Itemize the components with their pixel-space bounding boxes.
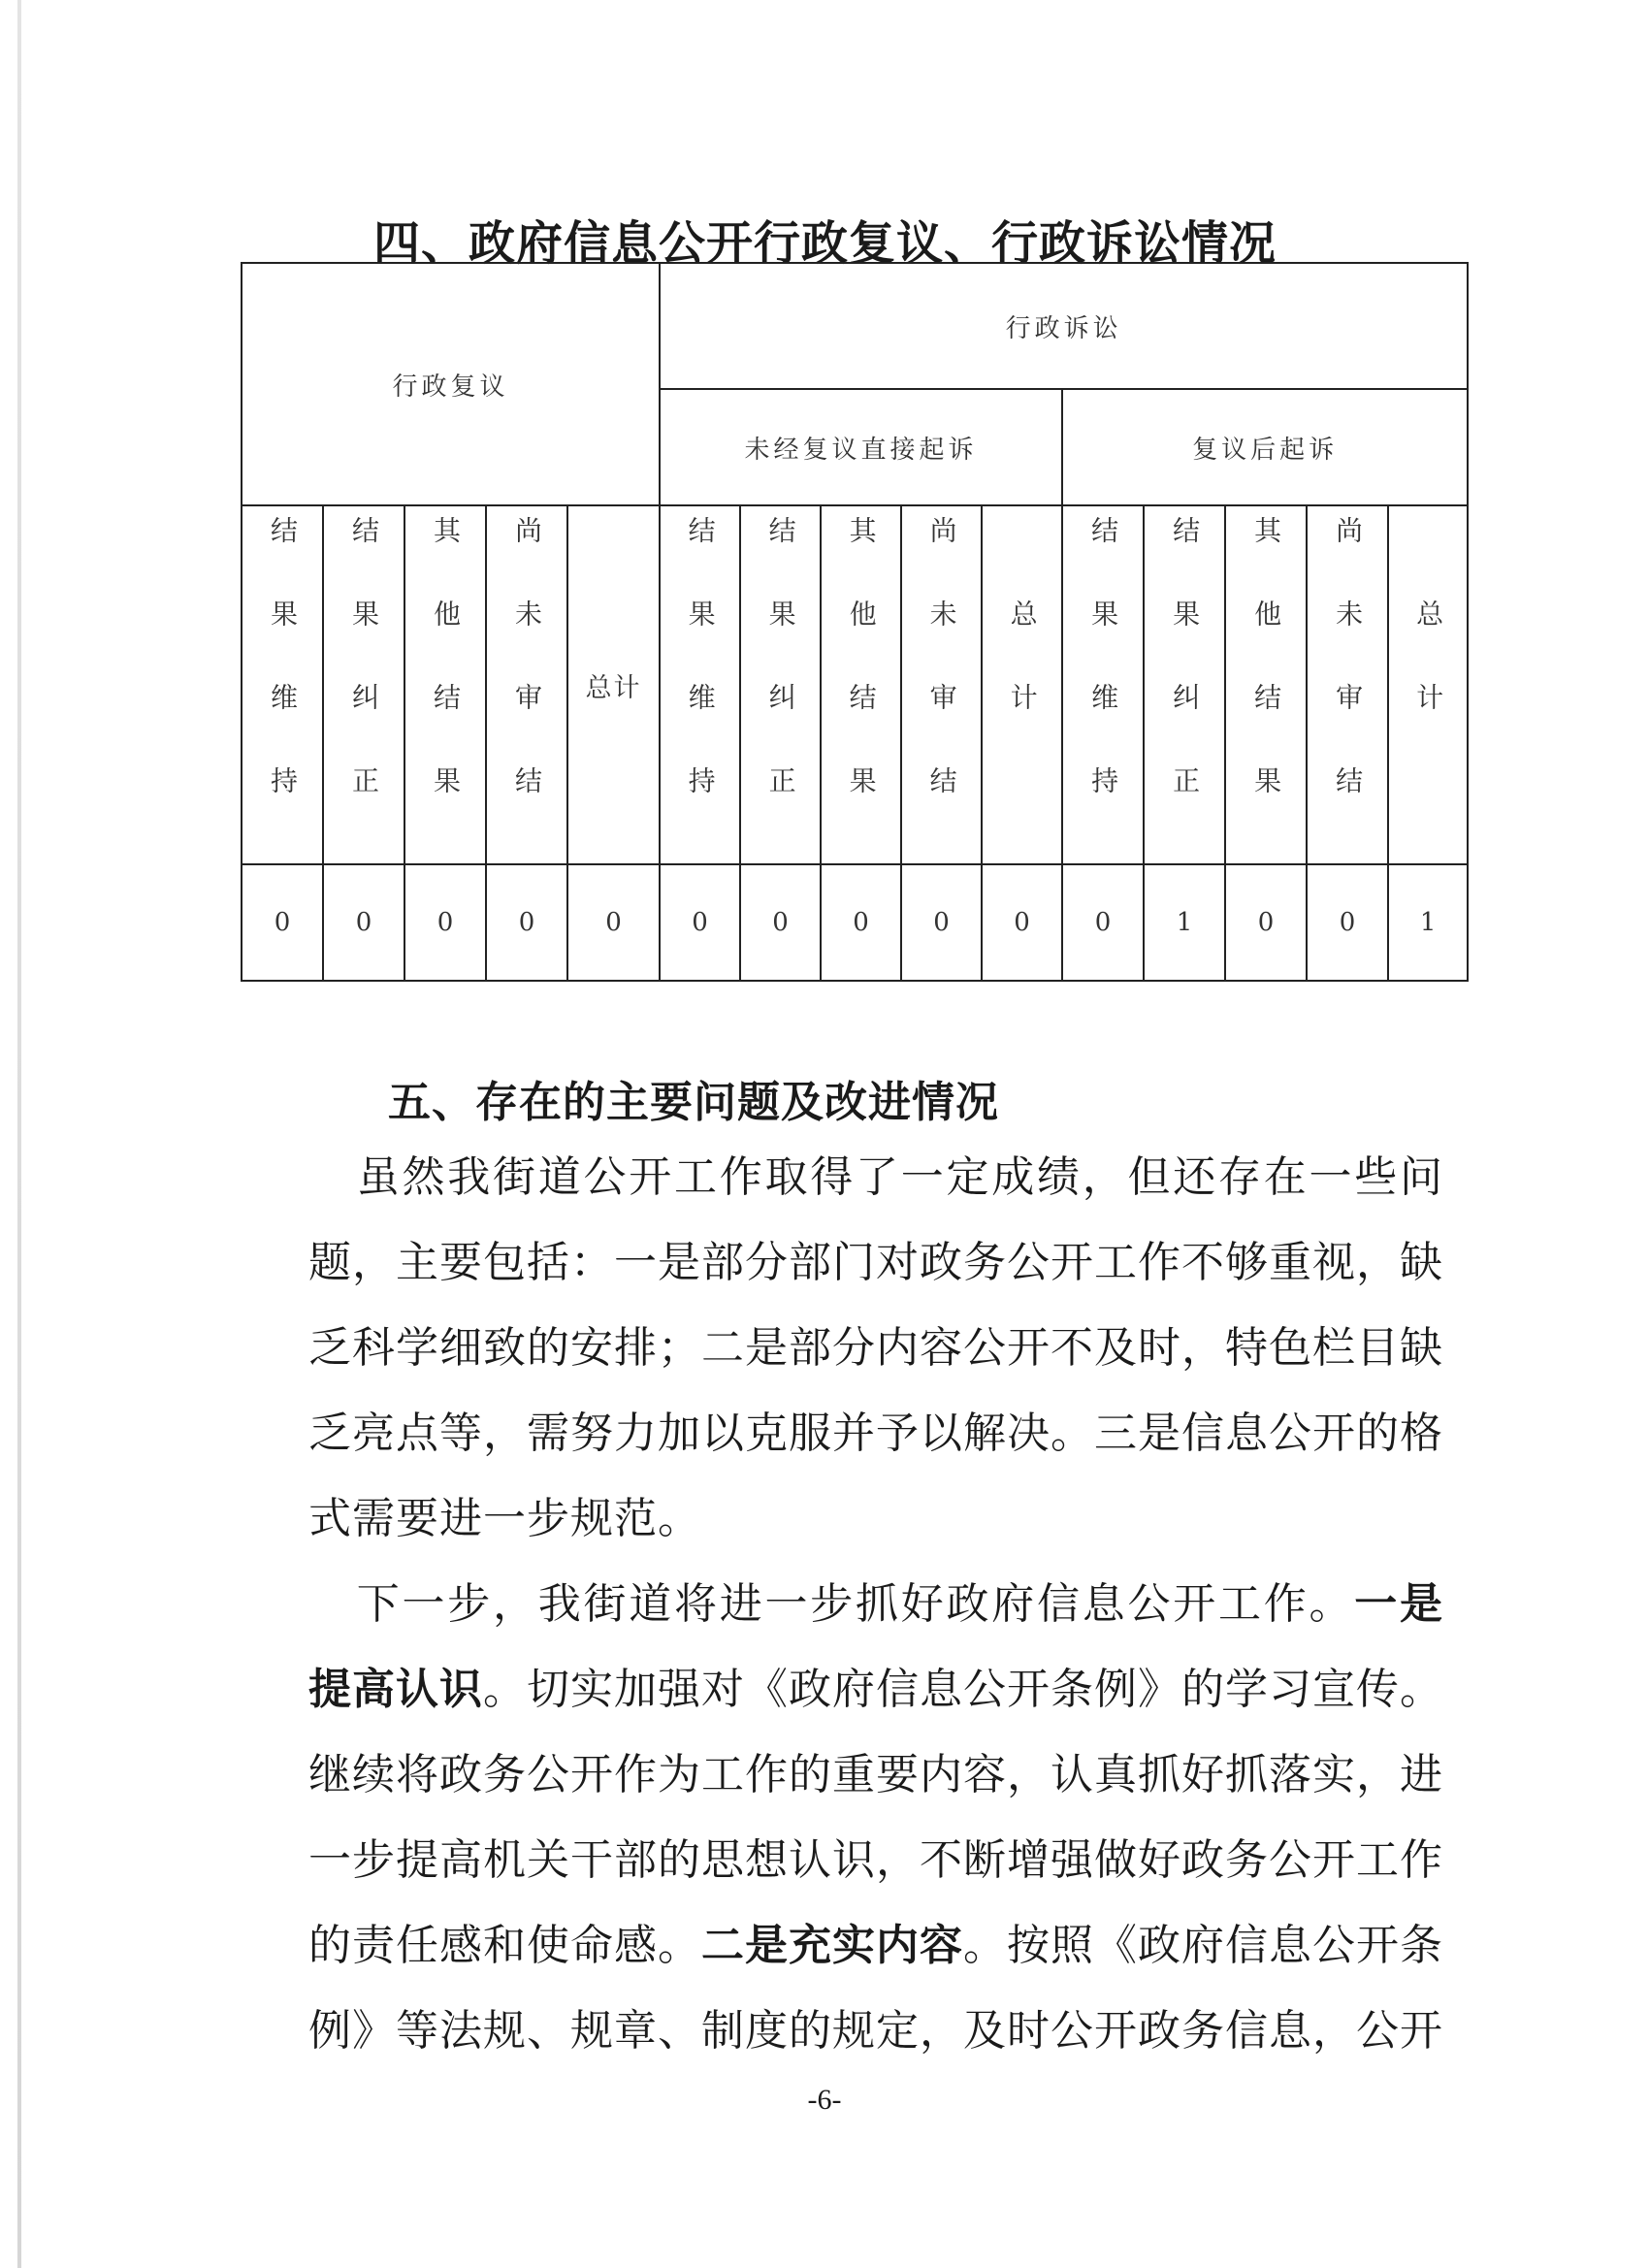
- col-header-total: 总计: [1388, 505, 1468, 864]
- col-header-total: 总计: [982, 505, 1062, 864]
- point-two-bold: 二是充实内容: [701, 1921, 963, 1970]
- section-4-heading: 四、政府信息公开行政复议、行政诉讼情况: [373, 216, 1277, 271]
- col-header-other: 其他结果: [1225, 505, 1307, 864]
- value-cell: 0: [901, 864, 982, 981]
- value-cell: 0: [740, 864, 821, 981]
- col-header-other: 其他结果: [821, 505, 901, 864]
- point-one-bold: 一是提高认识: [308, 1579, 1443, 1714]
- value-cell: 0: [323, 864, 404, 981]
- value-cell: 0: [404, 864, 486, 981]
- direct-suit-header: 未经复议直接起诉: [660, 389, 1062, 505]
- improvement-text-1: 下一步，我街道将进一步抓好政府信息公开工作。: [355, 1579, 1355, 1629]
- value-cell: 1: [1144, 864, 1225, 981]
- col-header-pending: 尚未审结: [1307, 505, 1388, 864]
- col-header-corrected: 结果纠正: [1144, 505, 1225, 864]
- review-litigation-table: [241, 262, 1469, 982]
- page-number: -6-: [807, 2084, 842, 2116]
- improvement-paragraph: [308, 1562, 1443, 2074]
- value-cell: 0: [1307, 864, 1388, 981]
- col-header-other: 其他结果: [404, 505, 486, 864]
- value-cell: 0: [1062, 864, 1144, 981]
- value-cell: 0: [567, 864, 660, 981]
- col-header-upheld: 结果维持: [660, 505, 740, 864]
- col-header-upheld: 结果维持: [242, 505, 323, 864]
- value-cell: 0: [242, 864, 323, 981]
- post-review-suit-header: 复议后起诉: [1062, 389, 1468, 505]
- col-header-pending: 尚未审结: [901, 505, 982, 864]
- col-header-upheld: 结果维持: [1062, 505, 1144, 864]
- value-cell: 0: [821, 864, 901, 981]
- section-5-heading: 五、存在的主要问题及改进情况: [388, 1078, 999, 1127]
- problems-paragraph: [308, 1135, 1443, 1562]
- admin-review-header: 行政复议: [242, 263, 660, 505]
- value-cell: 1: [1388, 864, 1468, 981]
- improvement-text-2: 。切实加强对《政府信息公开条例》的学习宣传。继续将政务公开作为工作的重要内容，认真抓好抓落实，进一步提高机关干部的思想认识，不断增强做好政务公开工作的责任感和使命感。: [308, 1665, 1443, 1970]
- improvement-text-3: 。按照《政府信息公开条例》等法规、规章、制度的规定，及时公开政务信息，公开: [308, 1921, 1443, 2056]
- value-cell: 0: [982, 864, 1062, 981]
- value-cell: 0: [486, 864, 567, 981]
- col-header-pending: 尚未审结: [486, 505, 567, 864]
- problems-text: 虽然我街道公开工作取得了一定成绩，但还存在一些问题，主要包括：一是部分部门对政务公开工作不够重视，缺乏科学细致的安排；二是部分内容公开不及时，特色栏目缺乏亮点等，需努力加以克服并予以解决。三是信息公开的格式需要进一步规范。: [308, 1152, 1443, 1543]
- value-cell: 0: [660, 864, 740, 981]
- col-header-corrected: 结果纠正: [740, 505, 821, 864]
- litigation-header: 行政诉讼: [660, 263, 1468, 389]
- value-cell: 0: [1225, 864, 1307, 981]
- col-header-total: 总计: [567, 505, 660, 864]
- scan-edge: [17, 0, 21, 2268]
- col-header-corrected: 结果纠正: [323, 505, 404, 864]
